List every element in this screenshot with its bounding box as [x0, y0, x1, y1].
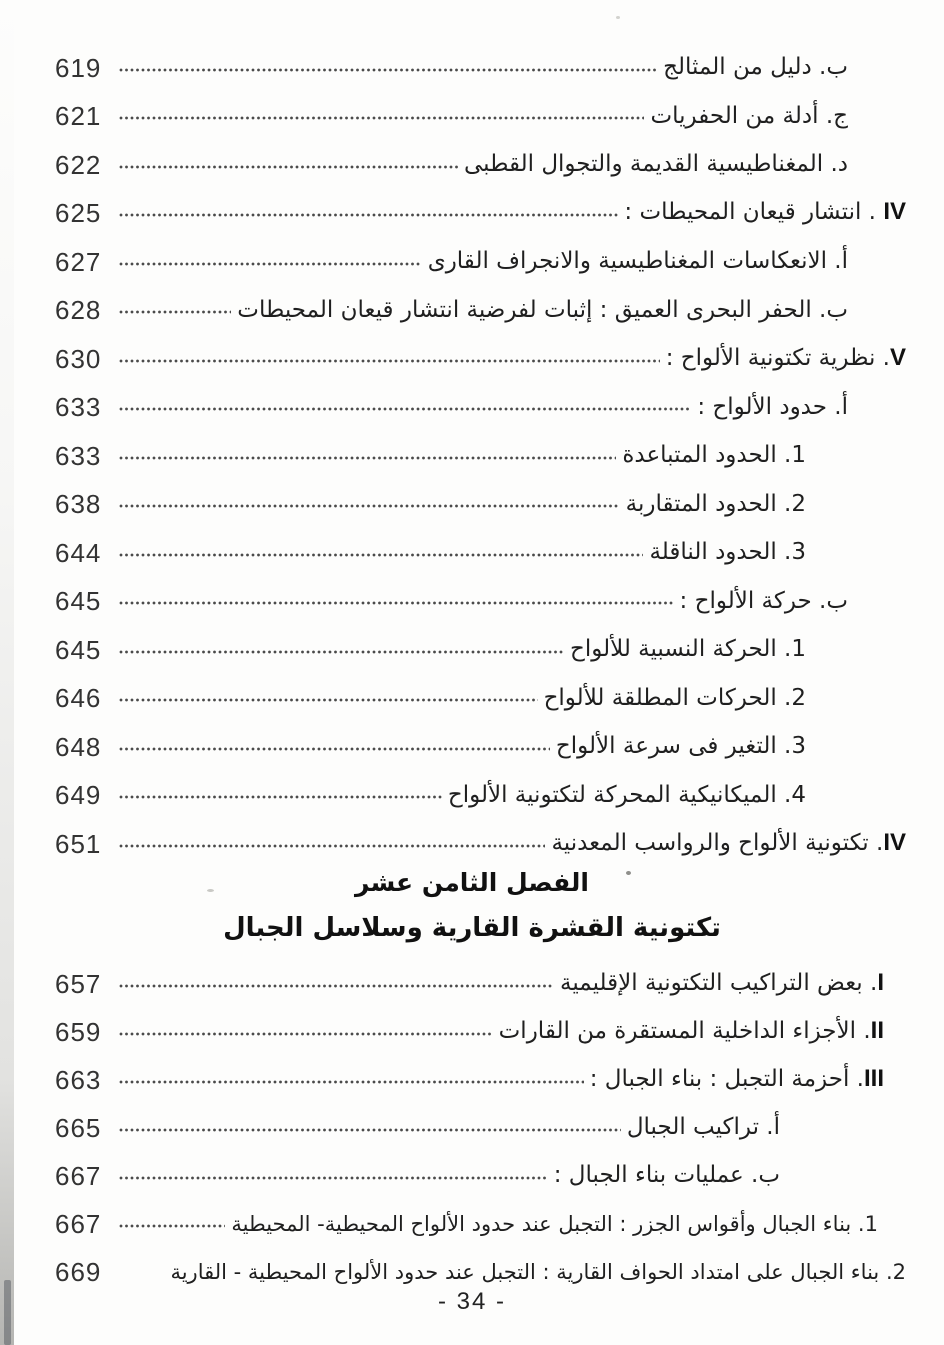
toc-page-number: 638	[55, 489, 102, 519]
toc-row	[0, 133, 944, 182]
toc-page-number: 659	[55, 1016, 102, 1047]
toc-page-number: 644	[55, 537, 102, 568]
dotted-leader	[119, 165, 458, 169]
toc-roman-numeral: III	[863, 1064, 884, 1092]
dotted-leader	[119, 310, 231, 314]
dotted-leader	[119, 116, 644, 120]
toc-row	[0, 327, 944, 376]
chapter-number: الفصل الثامن عشر	[355, 867, 589, 897]
page-number-footer: - 34 -	[437, 1288, 506, 1315]
toc-page-number: 625	[55, 198, 102, 228]
toc-entry-text: . نظرية تكتونية الألواح :	[665, 344, 890, 371]
toc-entry-label	[499, 1017, 884, 1045]
toc-row	[0, 279, 944, 328]
toc-row	[0, 376, 944, 425]
toc-entry-text: 1. بناء الجبال وأقواس الجزر : التجبل عند حدود الألواح المحيطية- المحيطية	[231, 1212, 878, 1237]
dotted-leader	[119, 1032, 493, 1036]
toc-entry-text: ب. عمليات بناء الجبال :	[553, 1162, 780, 1189]
toc-page-number: 669	[55, 1256, 102, 1287]
toc-page-number: 657	[55, 968, 102, 999]
toc-page-number: 633	[55, 440, 102, 471]
toc-page-number: 633	[55, 392, 102, 422]
toc-entry-label	[231, 1212, 878, 1236]
toc-row	[0, 667, 944, 716]
dotted-leader	[119, 1224, 225, 1228]
toc-row	[0, 36, 944, 85]
toc-entry-label	[464, 151, 848, 177]
toc-page-number: 665	[55, 1112, 102, 1143]
toc-page-number: 621	[55, 101, 102, 131]
toc-entry-text: 4. الميكانيكية المحركة لتكتونية الألواح	[447, 781, 806, 808]
toc-row	[0, 424, 944, 473]
toc-entry-label	[428, 248, 848, 274]
dotted-leader	[119, 213, 618, 217]
toc-entry-text: . أحزمة التجبل : بناء الجبال :	[589, 1065, 864, 1092]
scan-speck	[616, 16, 620, 19]
toc-roman-numeral: IV	[883, 198, 906, 226]
dotted-leader	[119, 844, 545, 848]
toc-roman-numeral: II	[870, 1016, 884, 1044]
toc-row	[0, 1241, 944, 1289]
toc-entry-text: 3. التغير فى سرعة الألواح	[555, 733, 806, 760]
dotted-leader	[119, 504, 620, 508]
toc-entry-text: 2. الحدود المتقاربة	[625, 490, 806, 517]
toc-entry-label	[590, 1065, 884, 1093]
toc-row	[0, 812, 944, 861]
toc-row	[0, 953, 944, 1001]
dotted-leader	[119, 359, 660, 363]
toc-entry-text: أ. حدود الألواح :	[697, 393, 848, 420]
dotted-leader	[119, 407, 691, 411]
toc-entry-label	[650, 103, 848, 129]
dotted-leader	[119, 1176, 548, 1180]
toc-row	[0, 521, 944, 570]
dotted-leader	[119, 553, 643, 557]
toc-page-number: 649	[55, 780, 102, 810]
toc-entry-label	[448, 782, 806, 808]
toc-roman-numeral: IV	[883, 828, 906, 856]
toc-page-number: 627	[55, 246, 102, 277]
toc-roman-numeral: V	[889, 343, 906, 371]
toc-entry-label	[663, 54, 848, 80]
toc-row	[0, 618, 944, 667]
toc-entry-label	[570, 636, 806, 662]
toc-entry-text: ب. حركة الألواح :	[679, 587, 848, 614]
toc-entry-label	[626, 491, 806, 517]
dotted-leader	[119, 1128, 621, 1132]
toc-entry-label	[624, 198, 906, 226]
toc-page-number: 667	[55, 1160, 102, 1191]
scan-speck	[626, 871, 631, 875]
toc-entry-text: ب. الحفر البحرى العميق : إثبات لفرضية انتشار قيعان المحيطات	[237, 296, 848, 323]
toc-entry-text: أ. تراكيب الجبال	[626, 1114, 780, 1141]
toc-entry-text: 2. بناء الجبال على امتداد الحواف القارية : التجبل عند حدود الألواح المحيطية - القارية	[170, 1260, 906, 1285]
toc-entry-label	[666, 344, 906, 372]
dotted-leader	[119, 747, 550, 751]
toc-page-number: 645	[55, 586, 102, 616]
toc-page-number: 646	[55, 683, 102, 713]
toc-entry-label	[649, 539, 806, 565]
toc-entry-label	[554, 1162, 780, 1188]
chapter-title: تكتونية القشرة القارية وسلاسل الجبال	[223, 912, 721, 943]
toc-entry-text: ج. أدلة من الحفريات	[650, 102, 848, 129]
toc-entry-label	[680, 588, 848, 614]
scan-speck	[207, 889, 214, 892]
toc-entry-label	[627, 1114, 780, 1140]
toc-entry-text: د. المغناطيسية القديمة والتجوال القطبى	[464, 151, 848, 178]
toc-page-number: 630	[55, 343, 102, 374]
toc-row	[0, 473, 944, 522]
dotted-leader	[119, 68, 657, 72]
dotted-leader	[119, 795, 442, 799]
toc-row	[0, 1049, 944, 1097]
toc-entry-label	[697, 394, 848, 420]
toc-row	[0, 230, 944, 279]
dotted-leader	[119, 262, 422, 266]
toc-entry-label	[237, 297, 848, 323]
toc-page-number: 648	[55, 731, 102, 762]
toc-entry-text: . تكتونية الألواح والرواسب المعدنية	[551, 829, 884, 856]
toc-row	[0, 715, 944, 764]
dotted-leader	[119, 698, 538, 702]
toc-page-number: 619	[55, 52, 102, 83]
dotted-leader	[119, 456, 616, 460]
toc-page-number: 651	[55, 828, 102, 859]
toc-entry-label	[551, 829, 906, 857]
toc-entry-label	[170, 1260, 906, 1284]
dotted-leader	[119, 984, 554, 988]
toc-entry-label	[544, 685, 806, 711]
toc-entry-text: أ. الانعكاسات المغناطيسية والانجراف القارى	[427, 248, 848, 275]
toc-row	[0, 1193, 944, 1241]
toc-entry-text: . بعض التراكيب التكتونية الإقليمية	[560, 969, 878, 996]
toc-page-number: 667	[55, 1208, 102, 1239]
toc-page-number: 663	[55, 1064, 102, 1095]
toc-row	[0, 764, 944, 813]
toc-row	[0, 570, 944, 619]
toc-page-number: 622	[55, 149, 102, 180]
toc-roman-numeral: I	[877, 968, 884, 996]
toc-page-number: 645	[55, 634, 102, 665]
toc-entry-text: 3. الحدود الناقلة	[649, 539, 806, 566]
toc-entry-text: ب. دليل من المثالج	[663, 54, 848, 81]
toc-row	[0, 1145, 944, 1193]
chapter-heading	[0, 861, 944, 953]
toc-entry-label	[556, 733, 806, 759]
toc-section-plate-tectonics	[0, 36, 944, 861]
toc-entry-text: 2. الحركات المطلقة للألواح	[543, 684, 806, 711]
toc-entry-label	[560, 969, 884, 997]
toc-entry-label	[622, 442, 806, 468]
toc-row	[0, 1097, 944, 1145]
toc-entry-text: 1. الحدود المتباعدة	[622, 442, 806, 469]
toc-entry-text: 1. الحركة النسبية للألواح	[569, 636, 806, 663]
toc-entry-text: . انتشار قيعان المحيطات :	[624, 199, 884, 226]
dotted-leader	[119, 650, 564, 654]
dotted-leader	[119, 1080, 584, 1084]
toc-section-continental-crust	[0, 953, 944, 1289]
toc-entry-text: . الأجزاء الداخلية المستقرة من القارات	[498, 1017, 871, 1044]
dotted-leader	[119, 601, 674, 605]
toc-row	[0, 182, 944, 231]
toc-row	[0, 85, 944, 134]
toc-page-number: 628	[55, 295, 102, 325]
toc-row	[0, 1001, 944, 1049]
